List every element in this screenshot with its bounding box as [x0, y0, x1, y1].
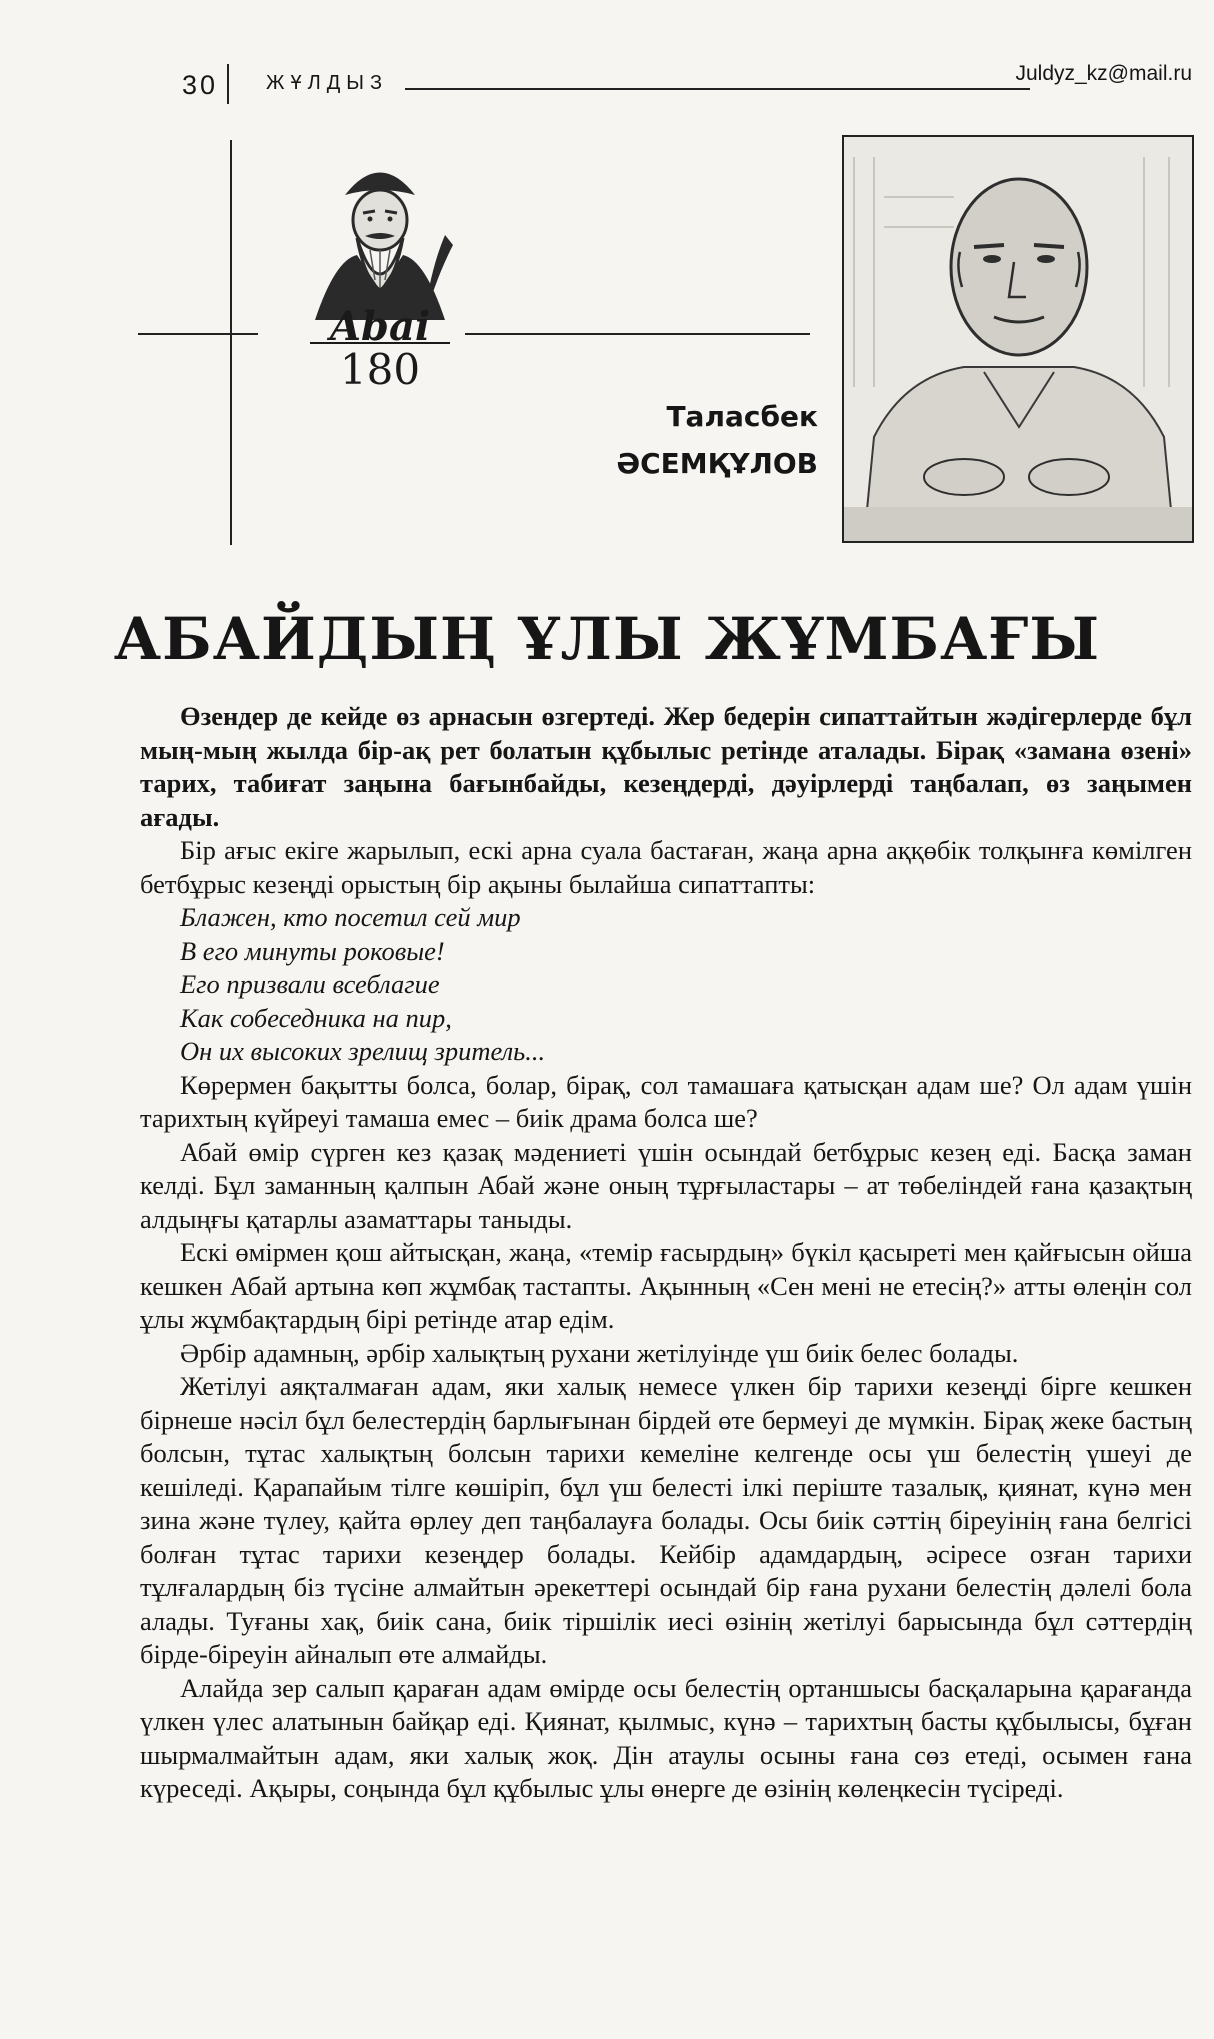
magazine-name: ЖҰЛДЫЗ [266, 72, 389, 94]
poem-line: В его минуты роковые! [180, 935, 445, 966]
contact-email: Juldyz_kz@mail.ru [1015, 62, 1192, 85]
paragraph: Ескі өмірмен қош айтысқан, жаңа, «темір ғасырдың» бүкіл қасыреті мен қайғысын ойша кешкен Абай артына көп жұмбақ тастапты. Ақынның «Сен мені не етесің?» атты өлеңін сол ұлы жұмбақтардың бірі ретінде атар едім. [140, 1237, 1192, 1334]
article-lead: Өзендер де кейде өз арнасын өзгертеді. Жер бедерін сипаттайтын жәдігерлерде бұл мың-мың жылда бір-ақ рет болатын құбылыс ретінде аталады. Бірақ «замана өзені» тарих, табиғат заңына бағынбайды, кезеңдерді, дәуірлерді таңбалап, өз заңымен ағады. [140, 701, 1192, 832]
paragraph: Абай өмір сүрген кез қазақ мәдениеті үшін осындай бетбұрыс кезең еді. Басқа заман келді. Бұл заманның қалпын Абай және оның тұрғыластары – ат төбеліндей ғана қазақтың алдыңғы қатарлы азаматтары таныды. [140, 1136, 1192, 1234]
article-body [140, 700, 1192, 1806]
frame-rule-left [138, 333, 258, 335]
poem-line: Блажен, кто посетил сей мир [180, 902, 521, 932]
paragraph: Көрермен бақытты болса, болар, бірақ, сол тамашаға қатысқан адам ше? Ол адам үшін тарихтың күйреуі тамаша емес – биік драма болса ше? [140, 1069, 1192, 1133]
paragraph: Алайда зер салып қараған адам өмірде осы белестің ортаншысы басқаларына қарағанда үлкен үлес алатынын байқар еді. Қиянат, қылмыс, күнә – тарихтың басты құбылысы, бұған шырмалмайтын адам, яки халық жоқ. Дін атаулы осыны ғана сөз етеді, осымен ғана күреседі. Ақыры, соңында бұл құбылыс ұлы өнерге де өзінің көлеңкесін түсіреді. [140, 1672, 1192, 1803]
article-title: АБАЙДЫҢ ҰЛЫ ЖҰМБАҒЫ [113, 605, 1101, 673]
poem-line: Его призвали всеблагие [180, 969, 440, 999]
header-rule [405, 88, 1030, 90]
logo-word: Abai [329, 303, 431, 350]
paragraph: Әрбір адамның, әрбір халықтың рухани жетілуінде үш биік белес болады. [180, 1337, 1019, 1368]
frame-rule-right [465, 333, 810, 335]
poem-line: Он их высоких зрелищ зритель... [180, 1036, 546, 1066]
paragraph: Бір ағыс екіге жарылып, ескі арна суала бастаған, жаңа арна аққөбік толқынға көмілген бетбұрыс кезеңді орыстың бір ақыны былайша сипаттапты: [140, 835, 1192, 899]
logo-number: 180 [339, 345, 421, 390]
page-number: 30 [182, 70, 219, 100]
poem-line: Как собеседника на пир, [180, 1002, 452, 1033]
header-divider [227, 64, 229, 104]
author-last-name: ӘСЕМҚҰЛОВ [616, 447, 818, 480]
abai-180-logo [295, 150, 465, 390]
author-first-name: Таласбек [666, 400, 818, 433]
paragraph: Жетілуі аяқталмаған адам, яки халық немесе үлкен бір тарихи кезеңді бірге кешкен бірнеше нәсіл бұл белестердің барлығынан бірдей өте бермеуі де мүмкін. Бірақ жеке бастың болсын, тұтас халықтың болсын тарихи кемеліне келгенде осы үш белестің үшеуі де кешіледі. Қарапайым тілге көшіріп, бұл үш белесті ілкі періште тазалық, қиянат, күнә мен зина және түлеу, қайта өрлеу деп таңбалауға болады. Осы биік сәттің біреуінің ғана белгісі болған тұтас тарихи кезеңдер болады. Кейбір адамдардың, әсіресе озған тарихи тұлғалардың біз түсіне алмайтын әрекеттері осындай бір ғана рухани белестің дәлелі бола алады. Туғаны хақ, биік сана, биік тіршілік иесі өзінің жетілуі барысында бұл сәттердің бірде-біреуін айналып өте алмайды. [140, 1371, 1192, 1669]
author-photo [842, 135, 1194, 543]
frame-vertical-line [230, 140, 232, 545]
abai-portrait-icon [315, 173, 445, 321]
